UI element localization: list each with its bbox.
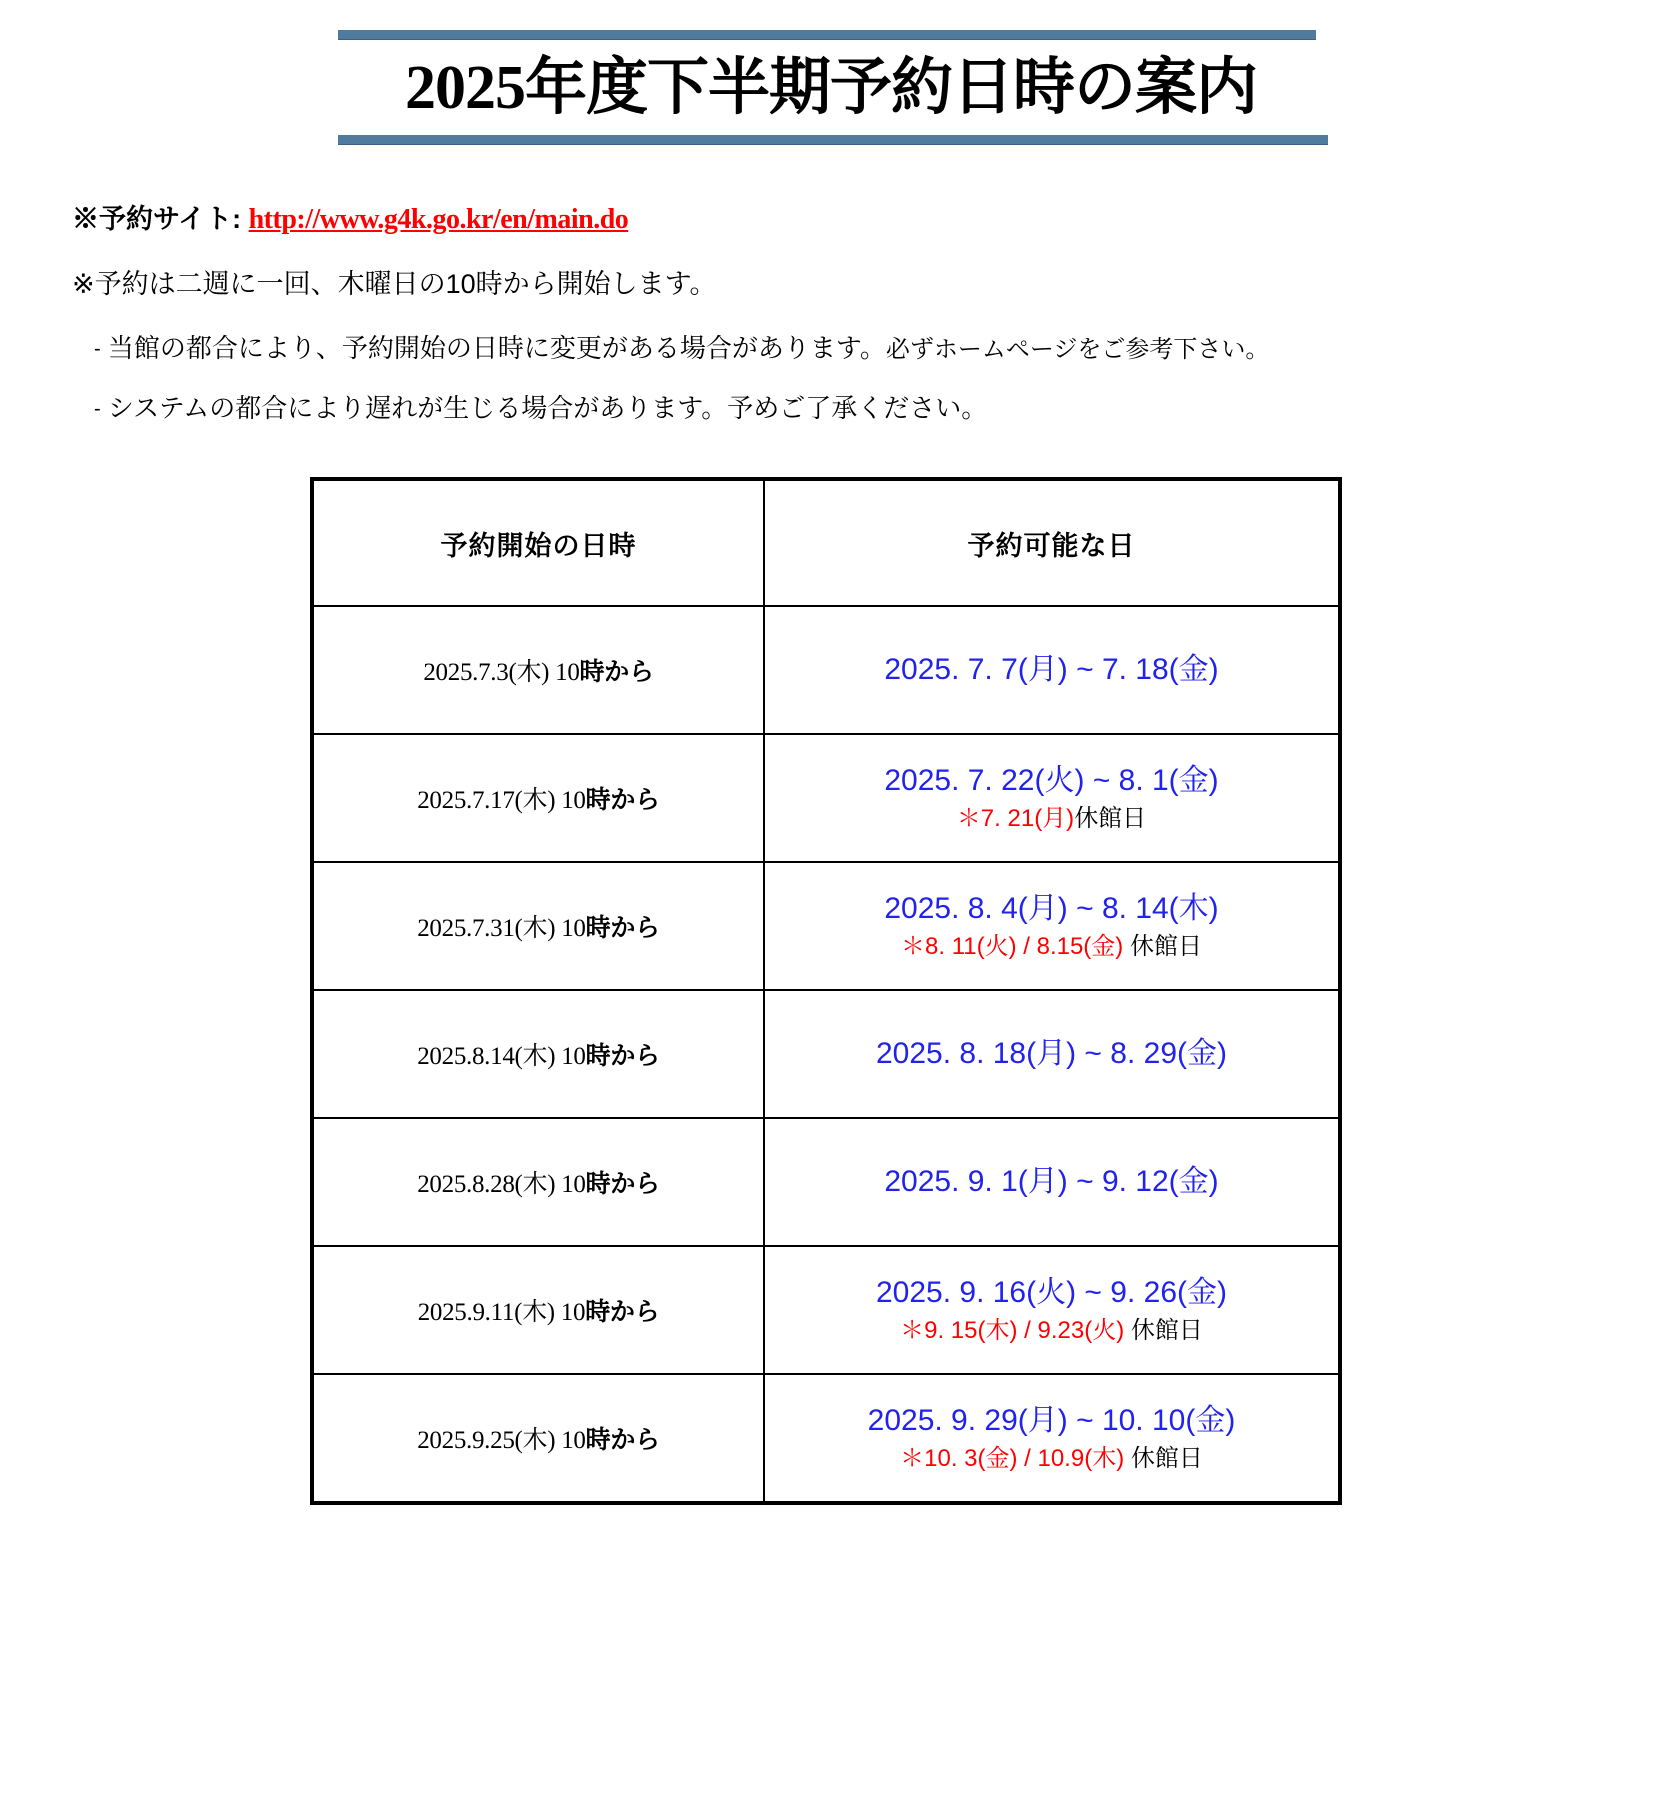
- closure-label: 休館日: [1123, 933, 1202, 961]
- document-header: [0, 0, 1662, 144]
- available-date-range: 2025. 7. 7(月) ~ 7. 18(金): [884, 653, 1219, 687]
- table-header-row: [312, 479, 1340, 606]
- start-date-value: 2025.7.31(木) 10: [417, 915, 586, 942]
- bullet-note-1: [72, 335, 1662, 361]
- cell-start-datetime: [312, 1246, 764, 1374]
- closure-dates: ＊9. 15(木) / 9.23(火): [900, 1317, 1125, 1345]
- cell-start-datetime: [312, 606, 764, 734]
- closure-dates: ＊8. 11(火) / 8.15(金): [901, 933, 1124, 961]
- start-date-value: 2025.9.25(木) 10: [417, 1427, 586, 1454]
- bullet-dash-icon: -: [94, 338, 101, 360]
- reservation-site-link[interactable]: http://www.g4k.go.kr/en/main.do: [248, 204, 629, 235]
- cell-start-datetime: [312, 1118, 764, 1246]
- cell-available-dates: [764, 1374, 1340, 1503]
- column-header-available-dates: 予約可能な日: [764, 479, 1340, 606]
- table-row: [312, 862, 1340, 990]
- start-time-suffix: 時から: [585, 1170, 660, 1198]
- available-date-range: 2025. 8. 18(月) ~ 8. 29(金): [875, 1037, 1227, 1071]
- available-date-range: 2025. 8. 4(月) ~ 8. 14(木): [884, 891, 1219, 925]
- table-row: [312, 990, 1340, 1118]
- start-date-value: 2025.7.3(木) 10: [423, 659, 580, 686]
- reservation-site-label: ※予約サイト:: [72, 204, 249, 234]
- cell-start-datetime: [312, 1374, 764, 1503]
- cell-start-datetime: [312, 862, 764, 990]
- available-date-range: 2025. 9. 16(火) ~ 9. 26(金): [875, 1275, 1227, 1309]
- reservation-schedule-table: [310, 477, 1342, 1505]
- closure-label: 休館日: [1074, 805, 1147, 833]
- start-date-value: 2025.7.17(木) 10: [417, 787, 586, 814]
- cell-available-dates: [764, 734, 1340, 862]
- start-time-suffix: 時から: [585, 786, 660, 814]
- closure-label: 休館日: [1124, 1445, 1203, 1473]
- cell-available-dates: [764, 1118, 1340, 1246]
- table-row: [312, 606, 1340, 734]
- bullet-note-2: [72, 395, 1662, 421]
- start-time-suffix: 時から: [579, 658, 654, 686]
- page-title: 2025年度下半期予約日時の案内: [404, 54, 1257, 122]
- available-date-range: 2025. 7. 22(火) ~ 8. 1(金): [884, 763, 1219, 797]
- reservation-schedule-notice: ※予約は二週に一回、木曜日の10時から開始します。: [72, 269, 717, 299]
- table-row: [312, 1246, 1340, 1374]
- start-date-value: 2025.9.11(木) 10: [417, 1299, 586, 1326]
- bullet-note-1-tail: 必ずホームページをご参考下さい。: [885, 335, 1270, 363]
- start-time-suffix: 時から: [585, 1042, 660, 1070]
- cell-start-datetime: [312, 990, 764, 1118]
- table-row: [312, 1374, 1340, 1503]
- reservation-site-line: [72, 206, 1662, 234]
- available-date-range: 2025. 9. 29(月) ~ 10. 10(金): [867, 1403, 1236, 1437]
- table-row: [312, 1118, 1340, 1246]
- table-row: [312, 734, 1340, 862]
- closure-dates: ＊7. 21(月): [956, 805, 1075, 833]
- start-date-value: 2025.8.28(木) 10: [417, 1171, 586, 1198]
- intro-section: [0, 206, 1662, 421]
- cell-available-dates: [764, 606, 1340, 734]
- closure-note: [765, 803, 1338, 834]
- closure-note: [765, 931, 1338, 962]
- closure-label: 休館日: [1124, 1317, 1203, 1345]
- start-time-suffix: 時から: [585, 914, 660, 942]
- cell-available-dates: [764, 862, 1340, 990]
- closure-note: [765, 1443, 1338, 1474]
- bullet-note-1-main: 当館の都合により、予約開始の日時に変更がある場合があります。: [107, 333, 886, 363]
- schedule-table-container: [310, 477, 1662, 1505]
- closure-note: [765, 1315, 1338, 1346]
- start-time-suffix: 時から: [585, 1426, 660, 1454]
- available-date-range: 2025. 9. 1(月) ~ 9. 12(金): [884, 1165, 1219, 1199]
- cell-start-datetime: [312, 734, 764, 862]
- start-time-suffix: 時から: [585, 1298, 660, 1326]
- closure-dates: ＊10. 3(金) / 10.9(木): [900, 1445, 1125, 1473]
- start-date-value: 2025.8.14(木) 10: [417, 1043, 586, 1070]
- title-bottom-rule: [338, 135, 1328, 144]
- cell-available-dates: [764, 1246, 1340, 1374]
- title-top-rule: [338, 30, 1316, 39]
- column-header-start-datetime: 予約開始の日時: [312, 479, 764, 606]
- cell-available-dates: [764, 990, 1340, 1118]
- bullet-note-2-main: システムの都合により遅れが生じる場合があります。予めご了承ください。: [107, 393, 988, 423]
- bullet-dash-icon: -: [94, 398, 101, 420]
